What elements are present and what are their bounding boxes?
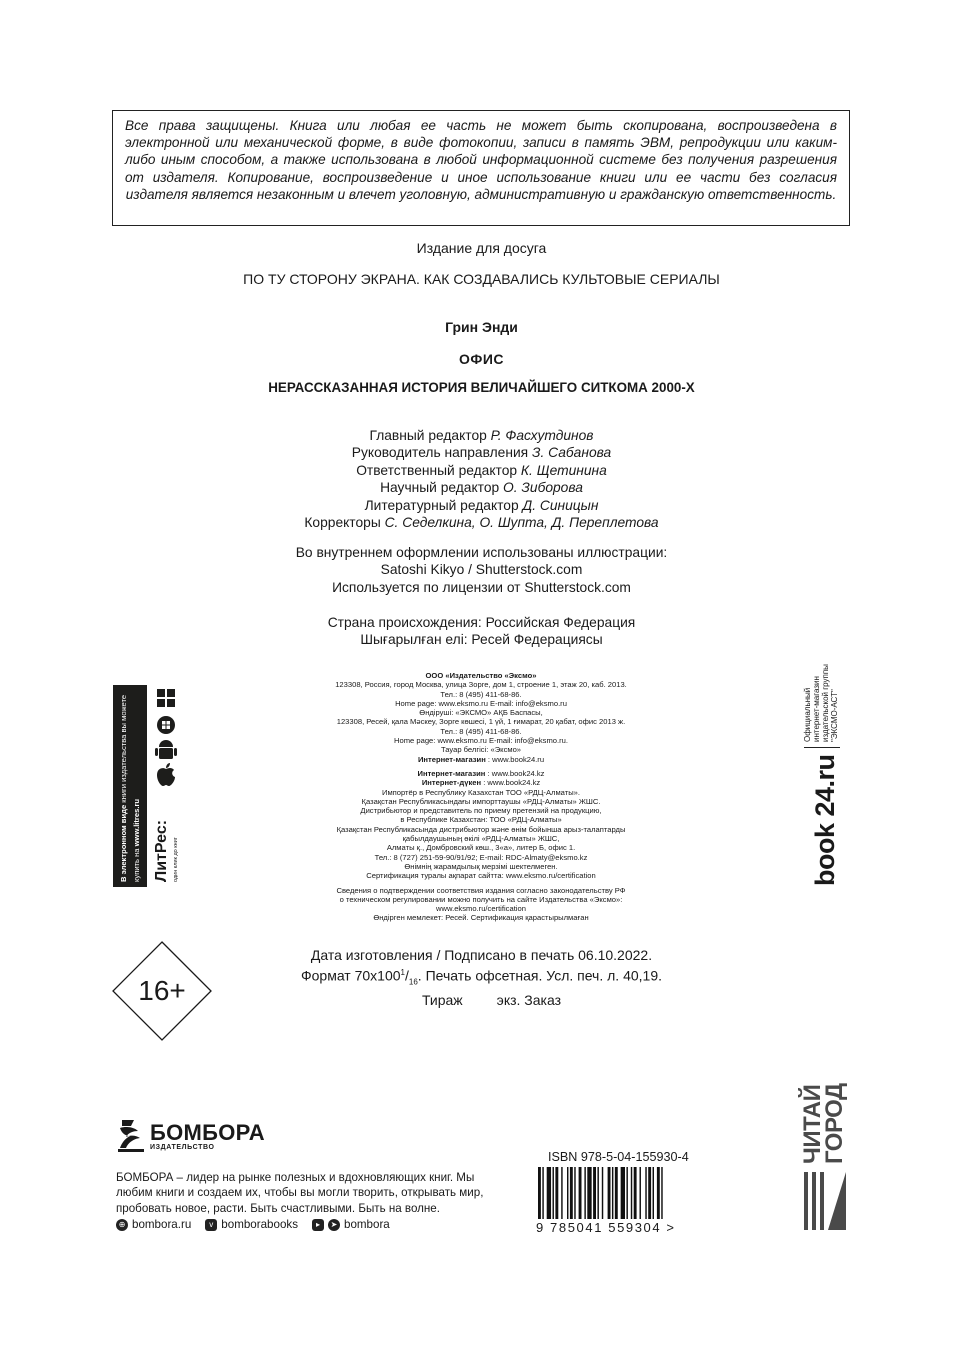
bombora-wave-icon bbox=[116, 1118, 146, 1154]
bombora-name: БОМБОРА bbox=[150, 1119, 265, 1145]
age-rating: 16+ bbox=[138, 975, 186, 1006]
publisher-name: ООО «Издательство «Эксмо» bbox=[425, 671, 537, 680]
credit-line: Корректоры С. Седелкина, О. Шупта, Д. Переплетова bbox=[304, 515, 659, 531]
barcode-bar bbox=[634, 1167, 637, 1219]
imprint-line: Өндіруші: «ЭКСМО» АҚБ Баспасы, bbox=[419, 708, 543, 718]
litres-text: В электронном виде книги издательства вы можете bbox=[119, 694, 128, 882]
barcode-bar bbox=[626, 1167, 627, 1219]
imprint-line: Home page: www.eksmo.ru E-mail: info@eksmo.ru. bbox=[394, 736, 568, 746]
barcode-bar bbox=[640, 1167, 641, 1219]
imprint-line: 123308, Россия, город Москва, улица Зорге, дом 1, строение 1, этаж 20, каб. 2013. bbox=[335, 680, 627, 690]
credit-line: Научный редактор О. Зиборова bbox=[380, 480, 583, 496]
play-icon: ▸ bbox=[312, 1219, 324, 1231]
barcode-bar bbox=[553, 1167, 554, 1219]
litres-text: купить на www.litres.ru bbox=[132, 798, 141, 882]
illustrations-line: Satoshi Kikyo / Shutterstock.com bbox=[380, 562, 583, 578]
barcode-bar bbox=[602, 1167, 603, 1219]
apple-icon bbox=[157, 763, 175, 786]
book-subtitle: НЕРАССКАЗАННАЯ ИСТОРИЯ ВЕЛИЧАЙШЕГО СИТКОМА 2000-Х bbox=[268, 380, 695, 395]
divider bbox=[804, 747, 840, 748]
barcode-bar bbox=[648, 1167, 651, 1219]
imprint-line: қабылдаушының өкілі «РДЦ-Алматы» ЖШС, bbox=[402, 834, 560, 844]
barcode-bar bbox=[584, 1167, 585, 1219]
barcode-bar bbox=[574, 1167, 575, 1219]
imprint-line: Home page: www.eksmo.ru E-mail: info@eksmo.ru bbox=[395, 698, 567, 708]
print-details bbox=[240, 946, 723, 1009]
imprint-line: Импортёр в Республику Казахстан ТОО «РДЦ-Алматы». bbox=[381, 787, 580, 797]
globe-icon: ⊕ bbox=[116, 1219, 128, 1231]
barcode-bar bbox=[555, 1167, 558, 1219]
book24-caption: Официальный интернет-магазин издательской группы "ЭКСМО-АСТ" bbox=[803, 664, 839, 742]
imprint bbox=[270, 671, 692, 923]
imprint-line: Тауар белгісі: «Эксмо» bbox=[440, 745, 522, 755]
messenger-link[interactable]: ▸ ➤ bombora bbox=[312, 1218, 390, 1231]
imprint-line: Тел.: 8 (495) 411-68-86. bbox=[440, 689, 522, 699]
origin-ru: Страна происхождения: Российская Федерация bbox=[327, 615, 636, 630]
windows-icon bbox=[157, 689, 175, 707]
barcode-bar bbox=[570, 1167, 573, 1219]
litres-logo: ЛитРес: bbox=[153, 819, 170, 882]
origin-kz: Шығарылған елі: Ресей Федерациясы bbox=[360, 632, 603, 648]
imprint-line: Өндірген мемлекет: Ресей. Сертификация қарастырылмаған bbox=[373, 913, 589, 923]
chitai-gorod-text: ЧИТАЙ ГОРОД bbox=[799, 1083, 848, 1164]
imprint-line: Алматы қ., Домбровский көш., 3«а», литер Б, офис 1. bbox=[386, 843, 576, 853]
illustrations-line: Используется по лицензии от Shutterstock.com bbox=[332, 579, 631, 595]
book-title: ОФИС bbox=[458, 351, 504, 367]
android-icon bbox=[155, 740, 177, 759]
country-of-origin bbox=[200, 614, 763, 649]
barcode-digits: 9 785041 559304 > bbox=[536, 1220, 676, 1235]
barcode-bar bbox=[657, 1167, 660, 1219]
website-link[interactable]: ⊕ bombora.ru bbox=[116, 1218, 191, 1231]
print-run: Тираж экз. Заказ bbox=[421, 992, 562, 1009]
barcode-bar bbox=[653, 1167, 654, 1219]
barcode-bar bbox=[645, 1167, 646, 1219]
imprint-line: Сведения о подтверждении соответствия издания согласно законодательству РФ bbox=[336, 885, 626, 895]
imprint-line: Қазақстан Республикасындағы импорттаушы «РДЦ-Алматы» ЖШС. bbox=[361, 796, 601, 806]
platform-icons bbox=[153, 685, 183, 795]
litres-block bbox=[113, 685, 195, 887]
edition-type: Издание для досуга bbox=[416, 240, 547, 256]
rights-notice: Все права защищены. Книга или любая ее часть не может быть скопирована, воспроизведена в электронной или механической форме, в виде фотокопии, записи в память ЭВМ, репродукции или каким-либо иным способом, а также использована в любой информационной системе без получения разрешения от издателя. Копирование, воспроизведение и иное использование книги или ее части без согласия издателя является незаконным и влечет уголовную, административную и гражданскую ответственность. bbox=[112, 110, 850, 226]
bombora-sub: ИЗДАТЕЛЬСТВО bbox=[150, 1143, 215, 1151]
windows-phone-icon bbox=[157, 716, 175, 734]
vk-icon: v bbox=[205, 1219, 217, 1231]
book24-block bbox=[800, 652, 848, 892]
imprint-line: Сертификация туралы ақпарат сайтта: www.eksmo.ru/certification bbox=[366, 871, 596, 881]
bombora-links bbox=[116, 1218, 390, 1231]
barcode-bar bbox=[561, 1167, 562, 1219]
barcode-bar bbox=[615, 1167, 618, 1219]
print-date: Дата изготовления / Подписано в печать 06.10.2022. bbox=[310, 947, 653, 963]
barcode-bar bbox=[587, 1167, 591, 1219]
barcode-bar bbox=[542, 1167, 543, 1219]
illustrations-credit bbox=[200, 544, 763, 596]
barcode-bar bbox=[547, 1167, 551, 1219]
book24-logo: book 24.ru bbox=[810, 754, 840, 886]
imprint-line: Интернет-магазин : www.book24.kz bbox=[417, 768, 545, 778]
imprint-line: о техническом регулировании можно получить на сайте Издательства «Эксмо»: bbox=[339, 894, 623, 904]
illustrations-line: Во внутреннем оформлении использованы иллюстрации: bbox=[295, 545, 668, 560]
barcode-bar bbox=[593, 1167, 596, 1219]
imprint-line: Тел.: 8 (495) 411-68-86. bbox=[440, 726, 522, 736]
author: Грин Энди bbox=[445, 319, 518, 335]
imprint-line: Интернет-дүкен : www.book24.kz bbox=[421, 778, 541, 788]
imprint-line: Тел.: 8 (727) 251-59-90/91/92; E-mail: RDC-Almaty@eksmo.kz bbox=[374, 852, 588, 862]
credit-line: Литературный редактор Д. Синицын bbox=[364, 497, 599, 513]
barcode-bar bbox=[567, 1167, 568, 1219]
credit-line: Руководитель направления З. Сабанова bbox=[351, 445, 612, 461]
chitai-gorod-logo bbox=[800, 1068, 848, 1232]
barcode-bar bbox=[661, 1167, 662, 1219]
barcode bbox=[538, 1167, 698, 1219]
barcode-bar bbox=[612, 1167, 613, 1219]
barcode-bar bbox=[608, 1167, 611, 1219]
imprint-line: Интернет-магазин : www.book24.ru bbox=[417, 754, 545, 764]
barcode-bar bbox=[579, 1167, 582, 1219]
imprint-line: Қазақстан Республикасында дистрибьютор және өнім бойынша арыз-талаптарды bbox=[336, 824, 626, 834]
barcode-bar bbox=[621, 1167, 625, 1219]
credits bbox=[200, 427, 763, 531]
credit-line: Главный редактор Р. Фасхутдинов bbox=[369, 428, 594, 443]
bombora-logo bbox=[116, 1118, 265, 1154]
credit-line: Ответственный редактор К. Щетинина bbox=[356, 462, 607, 478]
age-rating-badge bbox=[112, 941, 212, 1041]
isbn: ISBN 978-5-04-155930-4 bbox=[548, 1150, 689, 1164]
chitai-gorod-mark bbox=[804, 1172, 846, 1230]
barcode-bar bbox=[538, 1167, 541, 1219]
barcode-bar bbox=[631, 1167, 632, 1219]
vk-link[interactable]: v bomborabooks bbox=[205, 1218, 298, 1231]
imprint-line: в Республике Казахстан: ТОО «РДЦ-Алматы» bbox=[400, 815, 562, 825]
print-format: Формат $70x100^1/_{16}$. Печать офсетная. Усл. печ. л. 40,19. bbox=[300, 967, 662, 987]
imprint-line: Дистрибьютор и представитель по приему претензий на продукцию, bbox=[360, 806, 602, 816]
telegram-icon: ➤ bbox=[328, 1219, 340, 1231]
imprint-line: www.eksmo.ru/certification bbox=[436, 904, 526, 914]
imprint-line: 123308, Ресей, қала Мәскеу, Зорге көшесі, 1 үй, 1 ғимарат, 20 қабат, офис 2013 ж. bbox=[336, 717, 626, 727]
litres-tagline: один клик до книг bbox=[173, 837, 179, 882]
imprint-line: Өнімнің жарамдылық мерзімі шектелмеген. bbox=[404, 861, 558, 871]
series-title: ПО ТУ СТОРОНУ ЭКРАНА. КАК СОЗДАВАЛИСЬ КУЛЬТОВЫЕ СЕРИАЛЫ bbox=[243, 271, 720, 287]
barcode-bar bbox=[597, 1167, 598, 1219]
bombora-description: БОМБОРА – лидер на рынке полезных и вдохновляющих книг. Мы любим книги и создаем их, чтобы вы могли творить, открывать мир, пробовать новое, расти. Быть счастливыми. Быть на волне. bbox=[116, 1171, 484, 1215]
